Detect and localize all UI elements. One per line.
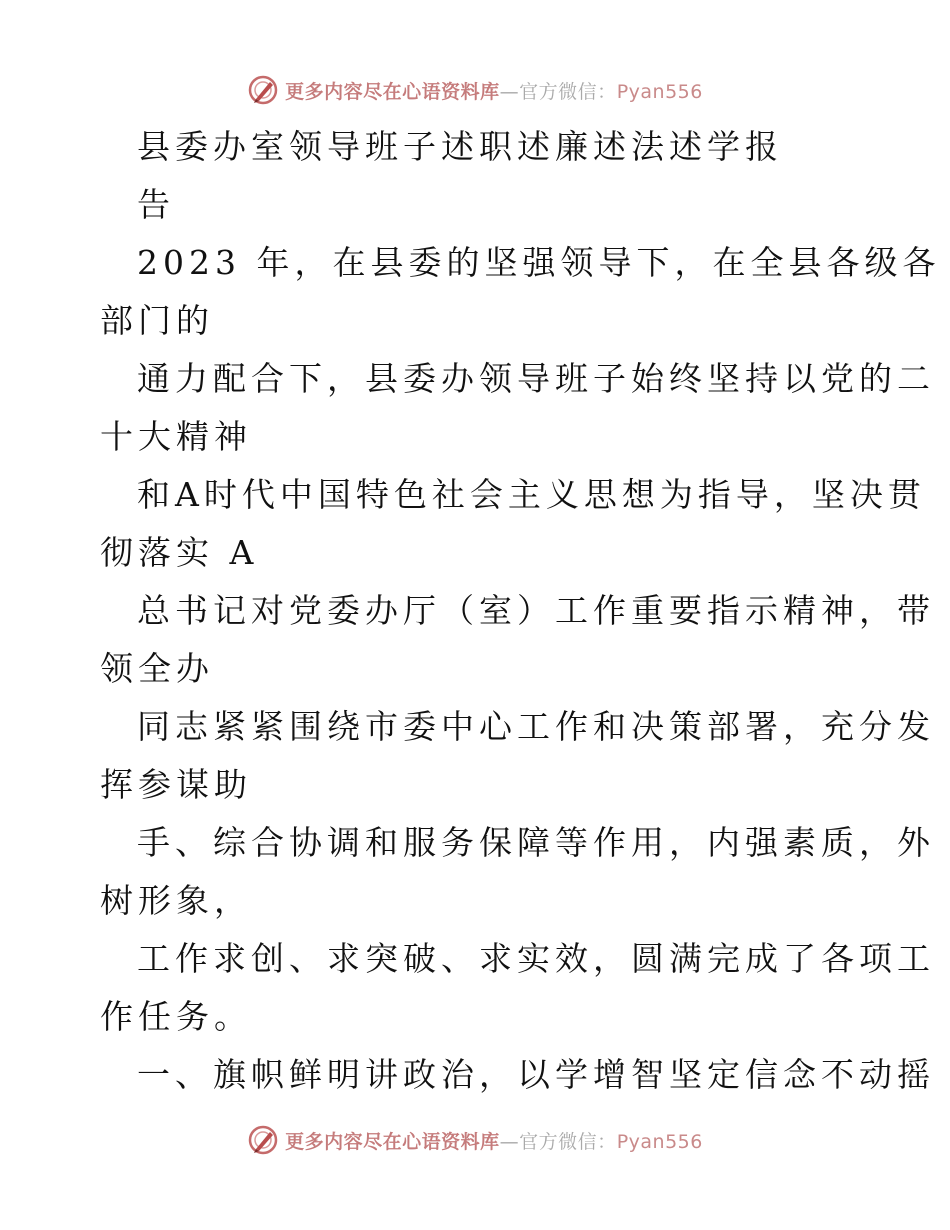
document-line: 同志紧紧围绕市委中心工作和决策部署，充分发 <box>137 707 935 746</box>
watermark-text <box>285 77 703 104</box>
watermark-main-text: 更多内容尽在心语资料库 <box>285 1130 500 1153</box>
document-line: 树形象， <box>100 881 252 920</box>
document-line: 县委办室领导班子述职述廉述法述学报 <box>137 127 783 166</box>
watermark-id-text: Pyan556 <box>616 1130 703 1153</box>
watermark-footer <box>0 1120 950 1160</box>
document-line: 手、综合协调和服务保障等作用，内强素质，外 <box>137 823 935 862</box>
document-line: 和A时代中国特色社会主义思想为指导，坚决贯 <box>137 475 926 514</box>
document-body <box>100 118 941 1104</box>
document-line: 总书记对党委办厅（室）工作重要指示精神，带 <box>137 591 935 630</box>
watermark-sub-text: —官方微信： <box>499 80 617 103</box>
document-line: 彻落实 A <box>100 533 259 572</box>
document-line: 十大精神 <box>100 417 252 456</box>
document-line: 通力配合下，县委办领导班子始终坚持以党的二 <box>137 359 935 398</box>
document-line: 工作求创、求突破、求实效，圆满完成了各项工 <box>137 939 935 978</box>
document-line: 一、旗帜鲜明讲政治，以学增智坚定信念不动摇 <box>137 1055 935 1094</box>
document-line: 告 <box>137 185 175 224</box>
document-line: 2023 年，在县委的坚强领导下，在全县各级各 <box>137 243 941 282</box>
document-line: 部门的 <box>100 301 214 340</box>
pen-logo-icon <box>247 1124 279 1156</box>
watermark-header <box>0 70 950 110</box>
watermark-id-text: Pyan556 <box>616 80 703 103</box>
document-line: 挥参谋助 <box>100 765 252 804</box>
watermark-main-text: 更多内容尽在心语资料库 <box>285 80 500 103</box>
document-line: 作任务。 <box>100 997 252 1036</box>
watermark-text <box>285 1127 703 1154</box>
watermark-sub-text: —官方微信： <box>499 1130 617 1153</box>
document-line: 领全办 <box>100 649 214 688</box>
pen-logo-icon <box>247 74 279 106</box>
